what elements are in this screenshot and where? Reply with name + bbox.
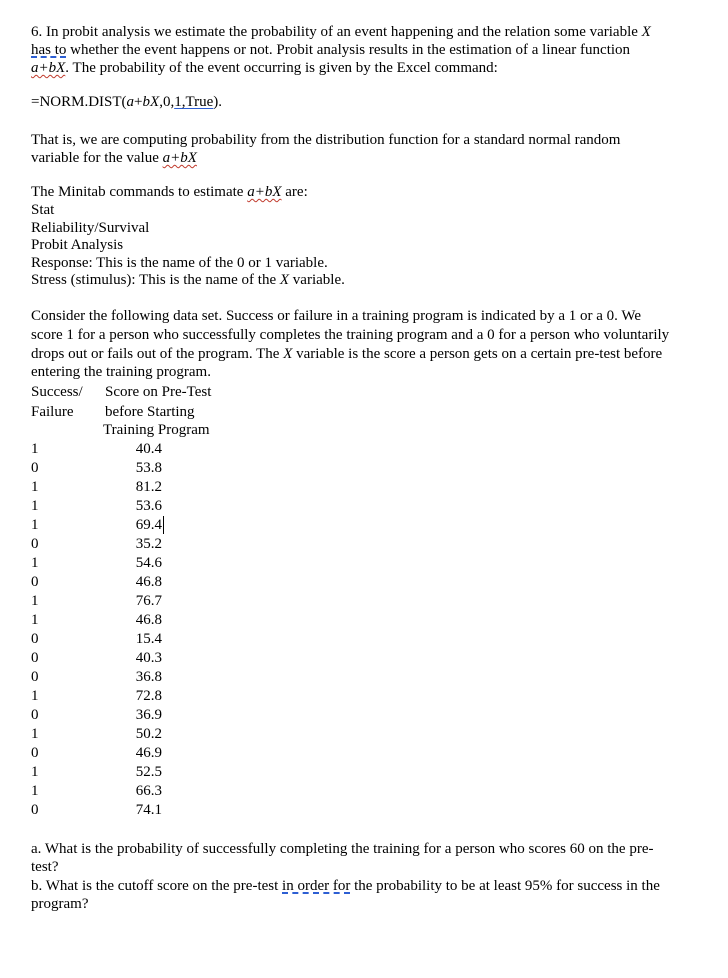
table-cell-score: 35.2 — [135, 536, 162, 552]
table-cell-outcome: 0 — [31, 669, 39, 685]
table-cell-outcome: 0 — [31, 650, 39, 666]
table-cell-outcome: 0 — [31, 802, 39, 818]
consider-line-4: entering the training program. — [31, 364, 211, 380]
table-cell-score: 72.8 — [135, 688, 162, 704]
table-cell-outcome: 0 — [31, 574, 39, 590]
table-cell-score: 46.8 — [135, 612, 162, 628]
a-plus-bx-spell-flag-2: a+bX — [162, 150, 197, 166]
table-cell-score: 52.5 — [135, 764, 162, 780]
table-cell-score: 74.1 — [135, 802, 162, 818]
minitab-stress: Stress (stimulus): This is the name of the X variable. — [31, 272, 345, 288]
q6-line-1: 6. In probit analysis we estimate the probability of an event happening and the relation some variable X — [31, 24, 651, 40]
question-a-line-2: test? — [31, 859, 59, 875]
table-cell-outcome: 1 — [31, 726, 39, 742]
header-score-2: before Starting — [105, 404, 195, 420]
a-plus-bx-spell-flag-3: a+bX — [247, 184, 282, 200]
excel-command: =NORM.DIST(a+bX,0,1,True). — [31, 94, 222, 110]
minitab-response: Response: This is the name of the 0 or 1 variable. — [31, 255, 328, 271]
table-cell-outcome: 1 — [31, 498, 39, 514]
a-plus-bx-spell-flag: a+bX — [31, 60, 66, 76]
table-cell-outcome: 1 — [31, 479, 39, 495]
table-cell-score: 15.4 — [135, 631, 162, 647]
consider-line-1: Consider the following data set. Success or failure in a training program is indicated by a 1 or a 0. We — [31, 308, 642, 324]
table-cell-score: 36.8 — [135, 669, 162, 685]
minitab-command-probit: Probit Analysis — [31, 237, 124, 253]
table-cell-score: 54.6 — [135, 555, 162, 571]
that-is-line-1: That is, we are computing probability from the distribution function for a standard normal random — [31, 132, 621, 148]
header-score-1: Score on Pre-Test — [105, 384, 212, 400]
table-cell-score: 40.4 — [135, 441, 162, 457]
excel-true-flag: 1,True — [174, 94, 214, 110]
consider-line-3: drops out or fails out of the program. The X variable is the score a person gets on a certain pre-test before — [31, 346, 663, 362]
table-cell-outcome: 1 — [31, 593, 39, 609]
table-cell-outcome: 1 — [31, 517, 39, 533]
minitab-command-stat: Stat — [31, 202, 55, 218]
table-cell-outcome: 0 — [31, 536, 39, 552]
table-cell-score: 46.9 — [135, 745, 162, 761]
table-cell-score: 66.3 — [135, 783, 162, 799]
consider-line-2: score 1 for a person who successfully completes the training program and a 0 for a person who voluntarily — [31, 327, 670, 343]
in-order-for-grammar-flag: in order for — [282, 878, 351, 894]
table-cell-outcome: 0 — [31, 460, 39, 476]
question-b-line-2: program? — [31, 896, 89, 912]
table-cell-outcome: 1 — [31, 688, 39, 704]
table-cell-score: 46.8 — [135, 574, 162, 590]
header-score-3: Training Program — [103, 422, 210, 438]
header-failure: Failure — [31, 404, 74, 420]
table-cell-score: 76.7 — [135, 593, 162, 609]
has-to-grammar-flag: has to — [31, 42, 67, 58]
table-cell-outcome: 1 — [31, 764, 39, 780]
table-cell-outcome: 1 — [31, 441, 39, 457]
table-cell-outcome: 0 — [31, 631, 39, 647]
header-success: Success/ — [31, 384, 83, 400]
question-b-line-1: b. What is the cutoff score on the pre-test in order for the probability to be at least 95% for success in the — [31, 878, 660, 894]
table-cell-outcome: 1 — [31, 612, 39, 628]
q6-line-2: has to whether the event happens or not. Probit analysis results in the estimation of a linear function — [31, 42, 631, 58]
table-cell-outcome: 0 — [31, 745, 39, 761]
that-is-line-2: variable for the value a+bX — [31, 150, 197, 166]
table-cell-outcome: 1 — [31, 783, 39, 799]
minitab-intro: The Minitab commands to estimate a+bX are: — [31, 184, 308, 200]
table-cell-outcome: 0 — [31, 707, 39, 723]
table-cell-score: 40.3 — [135, 650, 162, 666]
table-cell-score: 50.2 — [135, 726, 162, 742]
question-a-line-1: a. What is the probability of successfully completing the training for a person who scores 60 on the pre- — [31, 841, 654, 857]
table-cell-score: 53.8 — [135, 460, 162, 476]
q6-line-3: a+bX. The probability of the event occurring is given by the Excel command: — [31, 60, 498, 76]
table-cell-score: 36.9 — [135, 707, 162, 723]
table-cell-score: 53.6 — [135, 498, 162, 514]
table-cell-score: 69.4 — [120, 516, 164, 534]
table-cell-outcome: 1 — [31, 555, 39, 571]
minitab-command-reliability: Reliability/Survival — [31, 220, 150, 236]
table-cell-score: 81.2 — [135, 479, 162, 495]
